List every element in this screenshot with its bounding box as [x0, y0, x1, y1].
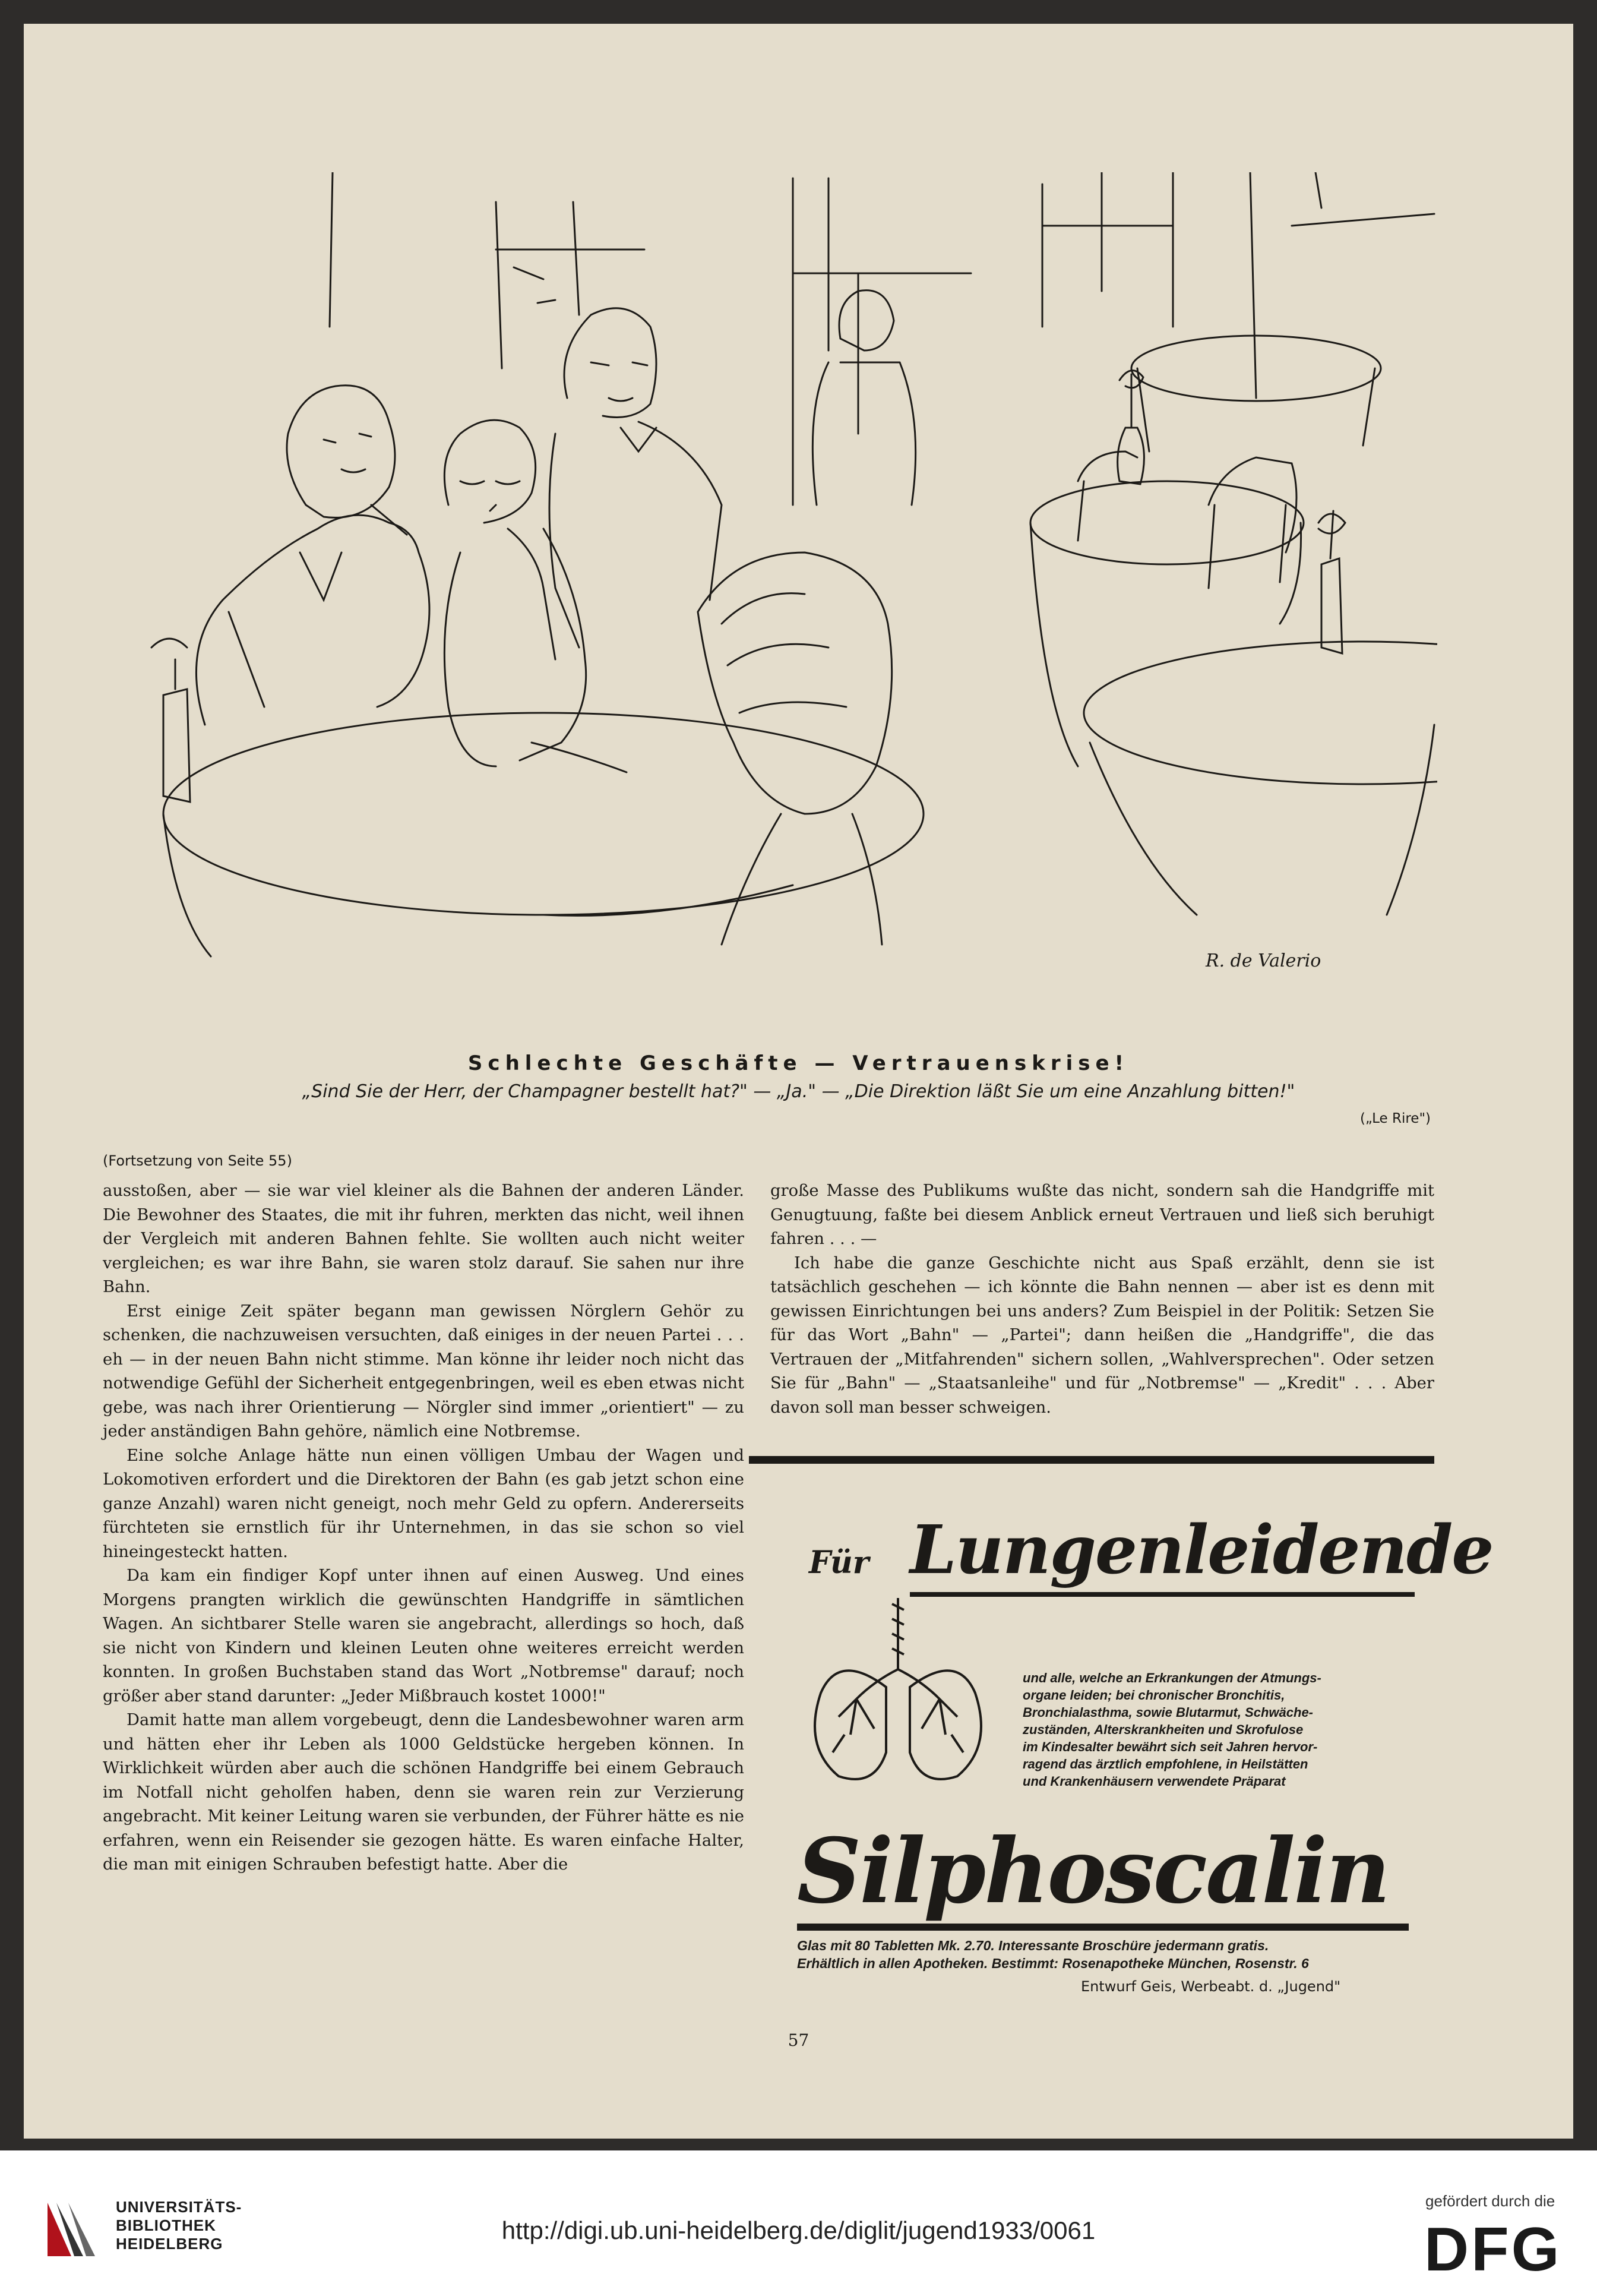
- restaurant-illustration: [128, 172, 1437, 998]
- article-column-right: [770, 1179, 1434, 1420]
- ad-brand: Silphoscalin: [797, 1819, 1389, 1924]
- paragraph: Erst einige Zeit später begann man gewissen Nörglern Gehör zu schenken, die nachzuweisen versuchten, daß einiges in der neuen Partei . . . eh — in der neuen Bahn nicht stimme. Man könne ihr leider noch nicht das notwendige Gefühl der Sicherheit entgegenbringen, weil es eben etwas nicht gebe, was nach ihrer Orientierung — Nörgler sind immer „orientiert" — zu jeder anständigen Bahn gehöre, nämlich eine Notbremse.: [103, 1302, 744, 1441]
- ad-body-line: ragend das ärztlich empfohlene, in Heilstätten: [1023, 1757, 1308, 1771]
- ad-body-line: zuständen, Alterskrankheiten und Skrofulose: [1023, 1722, 1304, 1737]
- caption-quote: „Sind Sie der Herr, der Champagner bestellt hat?" — „Ja." — „Die Direktion läßt Sie um eine Anzahlung bitten!": [302, 1081, 1295, 1102]
- continuation-note: (Fortsetzung von Seite 55): [103, 1152, 292, 1169]
- article-column-left: [103, 1179, 744, 1877]
- ad-body-line: Bronchialasthma, sowie Blutarmut, Schwäche-: [1023, 1705, 1314, 1720]
- advertisement: [785, 1497, 1493, 2008]
- paragraph: Eine solche Anlage hätte nun einen völligen Umbau der Wagen und Lokomotiven erfordert und die Direktoren der Bahn (es gab jetzt schon eine ganze Anzahl) waren nicht geneigt, noch mehr Geld zu opfern. Andererseits fürchteten sie ernstlich für ihr Unternehmen, in das sie schon so viel hineingesteckt hatten.: [103, 1446, 744, 1561]
- ad-body-line: und alle, welche an Erkrankungen der Atmungs-: [1023, 1670, 1321, 1685]
- advertisement-divider: [749, 1456, 1434, 1464]
- page-number: 57: [788, 2030, 809, 2050]
- ad-footer-line-1: Glas mit 80 Tabletten Mk. 2.70. Interessante Broschüre jedermann gratis.: [797, 1938, 1269, 1953]
- paragraph: große Masse des Publikums wußte das nicht, sondern sah die Handgriffe mit Genugtuung, faßte bei diesem Anblick erneut Vertrauen und ließ sich beruhigt fahren . . . —: [770, 1182, 1434, 1248]
- ad-fuer: Für: [809, 1545, 869, 1581]
- ad-body-line: und Krankenhäusern verwendete Präparat: [1023, 1774, 1286, 1789]
- dfg-logo: DFG: [1424, 2215, 1562, 2284]
- funding-note: gefördert durch die: [1425, 2192, 1555, 2210]
- paragraph: Ich habe die ganze Geschichte nicht aus Spaß erzählt, denn sie ist tatsächlich geschehen — ich könnte die Bahn nennen — aber ist es denn mit gewissen Einrichtungen bei uns anders? Zum Beispiel in der Politik: Setzen Sie für das Wort „Bahn" — „Partei"; dann heißen die „Handgriffe", die das Vertrauen der „Mitfahrenden" sichern sollen, „Wahlversprechen". Oder setzen Sie für „Bahn" — „Staatsanleihe" und für „Notbremse" — „Kredit" . . . Aber davon soll man besser schweigen.: [770, 1253, 1434, 1417]
- page-url-link[interactable]: http://digi.ub.uni-heidelberg.de/diglit/jugend1933/0061: [501, 2216, 1096, 2244]
- library-footer: [0, 2150, 1597, 2296]
- scanned-page: [24, 24, 1573, 2139]
- ad-credit: Entwurf Geis, Werbeabt. d. „Jugend": [1081, 1978, 1341, 1995]
- library-name-line: BIBLIOTHEK: [116, 2216, 216, 2234]
- paragraph: ausstoßen, aber — sie war viel kleiner als die Bahnen der anderen Länder. Die Bewohner des Staates, die mit ihr fuhren, merkten das nicht, weil ihnen der Vergleich mit anderen Bahnen fehlte. Sie wollten auch nicht weiter vergleichen; es war ihre Bahn, sie waren stolz darauf. Sie sahen nur ihre Bahn.: [103, 1182, 744, 1296]
- paragraph: Da kam ein findiger Kopf unter ihnen auf einen Ausweg. Und eines Morgens prangten wirklich die gewünschten Handgriffe in sämtlichen Wagen. An sichtbarer Stelle waren sie angebracht, allerdings so hoch, daß sie nicht von Kindern und kleinen Leuten ohne weiteres erreicht werden konnten. In großen Buchstaben stand das Wort „Notbremse" darauf; noch größer aber stand darunter: „Jeder Mißbrauch kostet 1000!": [103, 1567, 744, 1706]
- ad-footer-line-2: Erhältlich in allen Apotheken. Bestimmt: Rosenapotheke München, Rosenstr. 6: [797, 1956, 1309, 1971]
- library-name-line: UNIVERSITÄTS-: [116, 2198, 242, 2216]
- ad-brand-underline: [797, 1924, 1409, 1931]
- illustration-signature: R. de Valerio: [1206, 950, 1321, 971]
- ad-headline: Lungenleidende: [910, 1509, 1415, 1597]
- library-name-line: HEIDELBERG: [116, 2235, 223, 2253]
- caption-title: Schlechte Geschäfte — Vertrauenskrise!: [467, 1051, 1130, 1075]
- ad-body-line: im Kindesalter bewährt sich seit Jahren hervor-: [1023, 1739, 1318, 1754]
- paragraph: Damit hatte man allem vorgebeugt, denn die Landesbewohner waren arm und hätten eher ihr Leben als 1000 Geldstücke hergeben können. In Wirklichkeit würden aber auch die schönen Handgriffe bei einem Gebrauch im Notfall nicht geholfen haben, denn sie waren rein zur Verzierung angebracht. Mit keiner Leitung waren sie verbunden, der Führer hätte es nie erfahren, wenn ein Reisender sie gezogen hätte. Es waren einfache Halter, die man mit einigen Schrauben befestigt hatte. Aber die: [103, 1711, 744, 1874]
- lungs-icon: [803, 1598, 993, 1794]
- ad-body: [1023, 1669, 1409, 1790]
- ad-body-line: organe leiden; bei chronischer Bronchitis,: [1023, 1688, 1285, 1703]
- caption-source: („Le Rire"): [1360, 1111, 1431, 1126]
